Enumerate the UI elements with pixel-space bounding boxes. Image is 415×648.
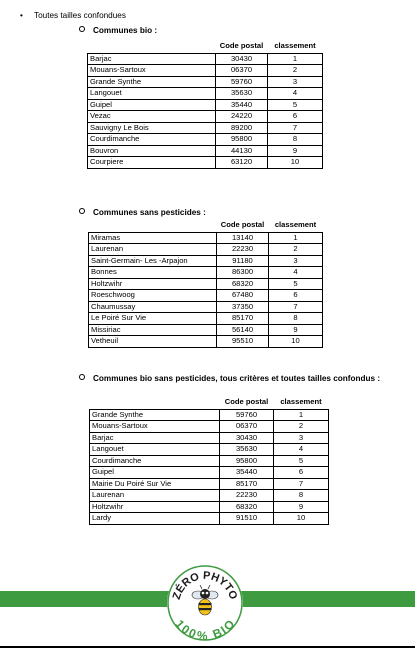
table-row [88, 88, 323, 100]
code-postal-cell: 22230 [217, 244, 269, 256]
code-postal-cell: 35440 [216, 99, 268, 111]
classement-cell: 5 [269, 278, 323, 290]
commune-name-cell: Barjac [90, 432, 220, 444]
classement-cell: 9 [269, 324, 323, 336]
classement-cell: 3 [268, 76, 323, 88]
code-postal-cell: 89200 [216, 122, 268, 134]
logo-text-bottom: 100% BIO [172, 617, 238, 643]
code-postal-cell: 68320 [220, 501, 274, 513]
classement-cell: 1 [274, 409, 329, 421]
classement-cell: 8 [269, 313, 323, 325]
code-postal-cell: 59760 [220, 409, 274, 421]
table-row [89, 232, 323, 244]
commune-name-cell: Grande Synthe [90, 409, 220, 421]
table-row [90, 467, 329, 479]
classement-cell: 4 [269, 267, 323, 279]
table-row [89, 267, 323, 279]
code-postal-cell: 95510 [217, 336, 269, 348]
table-row [89, 301, 323, 313]
classement-cell: 6 [268, 111, 323, 123]
ring-bullet-icon [79, 208, 85, 214]
commune-name-cell: Mouans-Sartoux [88, 65, 216, 77]
code-postal-cell: 35630 [216, 88, 268, 100]
commune-name-cell: Roeschwoog [89, 290, 217, 302]
classement-cell: 10 [274, 513, 329, 525]
code-postal-cell: 95800 [220, 455, 274, 467]
commune-name-cell: Vetheuil [89, 336, 217, 348]
classement-cell: 8 [268, 134, 323, 146]
table-row [88, 145, 323, 157]
code-postal-cell: 35440 [220, 467, 274, 479]
header-classement: classement [274, 41, 316, 50]
code-postal-cell: 35630 [220, 444, 274, 456]
code-postal-cell: 91180 [217, 255, 269, 267]
code-postal-cell: 68320 [217, 278, 269, 290]
header-code-postal: Code postal [220, 220, 265, 229]
classement-cell: 7 [268, 122, 323, 134]
classement-cell: 9 [274, 501, 329, 513]
header-classement: classement [274, 220, 317, 229]
classement-cell: 9 [268, 145, 323, 157]
classement-cell: 3 [274, 432, 329, 444]
section-title-sans-pesticides: Communes sans pesticides : [79, 208, 206, 218]
commune-name-cell: Langouet [88, 88, 216, 100]
table-row [89, 313, 323, 325]
table-row [90, 501, 329, 513]
classement-cell: 1 [269, 232, 323, 244]
code-postal-cell: 63120 [216, 157, 268, 169]
commune-name-cell: Courdimanche [88, 134, 216, 146]
code-postal-cell: 37350 [217, 301, 269, 313]
classement-cell: 2 [274, 421, 329, 433]
ring-bullet-icon [79, 374, 85, 380]
classement-cell: 5 [274, 455, 329, 467]
classement-cell: 2 [269, 244, 323, 256]
code-postal-cell: 06370 [216, 65, 268, 77]
table-row [88, 157, 323, 169]
commune-name-cell: Miramas [89, 232, 217, 244]
commune-name-cell: Guipel [88, 99, 216, 111]
code-postal-cell: 44130 [216, 145, 268, 157]
code-postal-cell: 24220 [216, 111, 268, 123]
commune-name-cell: Sauvigny Le Bois [88, 122, 216, 134]
commune-name-cell: Lardy [90, 513, 220, 525]
classement-cell: 4 [268, 88, 323, 100]
code-postal-cell: 95800 [216, 134, 268, 146]
commune-name-cell: Langouet [90, 444, 220, 456]
classement-cell: 6 [274, 467, 329, 479]
commune-name-cell: Bonnes [89, 267, 217, 279]
table-row [89, 244, 323, 256]
classement-cell: 10 [269, 336, 323, 348]
table-row [90, 421, 329, 433]
bullet-dot: • [20, 11, 23, 20]
zero-phyto-logo [165, 563, 245, 643]
table-row [90, 444, 329, 456]
commune-name-cell: Guipel [90, 467, 220, 479]
commune-name-cell: Courdimanche [90, 455, 220, 467]
table-row [90, 432, 329, 444]
classement-cell: 7 [274, 478, 329, 490]
commune-name-cell: Missiriac [89, 324, 217, 336]
header-blank [88, 41, 216, 53]
table-communes-bio-sans-pesticides [89, 397, 329, 525]
classement-cell: 4 [274, 444, 329, 456]
section-title-bio: Communes bio : [79, 26, 157, 36]
table-communes-sans-pesticides [88, 220, 323, 348]
table-row [90, 478, 329, 490]
classement-cell: 5 [268, 99, 323, 111]
code-postal-cell: 67480 [217, 290, 269, 302]
commune-name-cell: Saint-Germain- Les -Arpajon [89, 255, 217, 267]
table-row [88, 99, 323, 111]
code-postal-cell: 13140 [217, 232, 269, 244]
table-row [90, 455, 329, 467]
commune-name-cell: Le Poiré Sur Vie [89, 313, 217, 325]
table-communes-bio [87, 41, 323, 169]
code-postal-cell: 85170 [220, 478, 274, 490]
classement-cell: 10 [268, 157, 323, 169]
table-row [88, 65, 323, 77]
header-blank [89, 220, 217, 232]
header-classement: classement [280, 397, 322, 406]
commune-name-cell: Vezac [88, 111, 216, 123]
code-postal-cell: 91510 [220, 513, 274, 525]
commune-name-cell: Laurenan [90, 490, 220, 502]
table-row [90, 513, 329, 525]
classement-cell: 3 [269, 255, 323, 267]
table-row [88, 134, 323, 146]
logo-text-top: ZÉRO PHYTO [170, 569, 240, 602]
table-row [88, 111, 323, 123]
code-postal-cell: 85170 [217, 313, 269, 325]
table-row [90, 409, 329, 421]
classement-cell: 1 [268, 53, 323, 65]
code-postal-cell: 30430 [216, 53, 268, 65]
table-row [90, 490, 329, 502]
classement-cell: 8 [274, 490, 329, 502]
table-row [89, 336, 323, 348]
header-blank [90, 397, 220, 409]
commune-name-cell: Mairie Du Poiré Sur Vie [90, 478, 220, 490]
commune-name-cell: Chaumussay [89, 301, 217, 313]
table-row [89, 290, 323, 302]
table-row [89, 255, 323, 267]
table-row [88, 122, 323, 134]
commune-name-cell: Mouans-Sartoux [90, 421, 220, 433]
commune-name-cell: Holtzwihr [90, 501, 220, 513]
ring-bullet-icon [79, 26, 85, 32]
code-postal-cell: 59760 [216, 76, 268, 88]
code-postal-cell: 86300 [217, 267, 269, 279]
commune-name-cell: Holtzwihr [89, 278, 217, 290]
code-postal-cell: 22230 [220, 490, 274, 502]
commune-name-cell: Barjac [88, 53, 216, 65]
header-code-postal: Code postal [219, 41, 264, 50]
classement-cell: 7 [269, 301, 323, 313]
classement-cell: 6 [269, 290, 323, 302]
section-title-bio-sans-pesticides: Communes bio sans pesticides, tous critères et toutes tailles confondus : [79, 374, 380, 384]
commune-name-cell: Bouvron [88, 145, 216, 157]
code-postal-cell: 06370 [220, 421, 274, 433]
classement-cell: 2 [268, 65, 323, 77]
commune-name-cell: Grande Synthe [88, 76, 216, 88]
intro-text: Toutes tailles confondues [34, 11, 126, 20]
commune-name-cell: Courpiere [88, 157, 216, 169]
table-row [89, 324, 323, 336]
header-code-postal: Code postal [224, 397, 269, 406]
table-row [88, 53, 323, 65]
code-postal-cell: 56140 [217, 324, 269, 336]
code-postal-cell: 30430 [220, 432, 274, 444]
table-row [89, 278, 323, 290]
table-row [88, 76, 323, 88]
intro-bullet [20, 11, 126, 21]
commune-name-cell: Laurenan [89, 244, 217, 256]
